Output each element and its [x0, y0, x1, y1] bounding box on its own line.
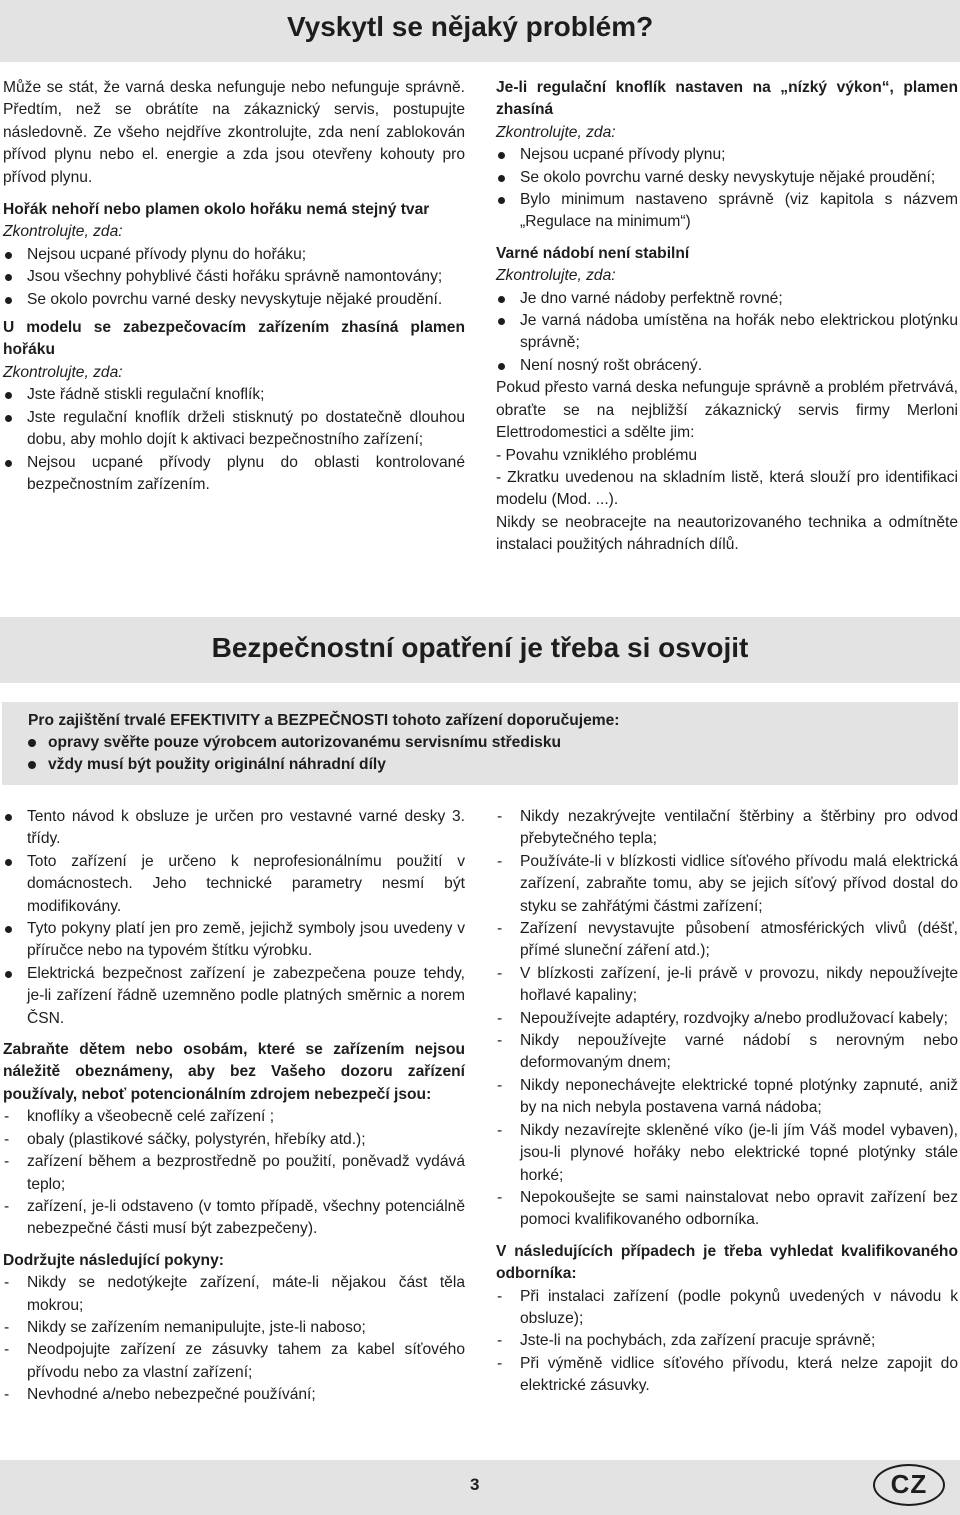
warnings-list [496, 806, 958, 1232]
list-item: - Nikdy nezavírejte skleněné víko (je-li jím Váš model vybaven), jsou-li plynové hořáky nebo elektrické topné plotýnky stále horké; [496, 1120, 958, 1187]
section-title: Je-li regulační knoflík nastaven na „nízký výkon“, plamen zhasíná [496, 79, 958, 119]
list-item: - zařízení během a bezprostředně po použití, poněvadž vydává teplo; [3, 1151, 465, 1196]
list-item: Tyto pokyny platí jen pro země, jejichž symboly jsou uvedeny v příručce nebo na typovém štítku výrobku. [3, 918, 465, 963]
problem-intro: Může se stát, že varná deska nefunguje nebo nefunguje správně. Předtím, než se obrátíte na zákaznický servis, postupujte následovně. Ze všeho nejdříve zkontrolujte, zda není zablokován přívod plynu nebo el. energie a zda jsou otevřeny kohouty pro přívod plynu. [3, 79, 465, 186]
list-item: opravy svěřte pouze výrobcem autorizovanému servisnímu středisku [28, 732, 958, 754]
list-item: Se okolo povrchu varné desky nevyskytuje nějaké proudění; [496, 167, 958, 189]
list-item: - knoflíky a všeobecně celé zařízení ; [3, 1106, 465, 1128]
page-number: 3 [470, 1475, 480, 1494]
list-item: - Nikdy nepoužívejte varné nádobí s nerovným nebo deformovaným dnem; [496, 1030, 958, 1075]
check-label: Zkontrolujte, zda: [3, 363, 123, 381]
recommendation-title: Pro zajištění trvalé EFEKTIVITY a BEZPEČNOSTI tohoto zařízení doporučujeme: [28, 712, 620, 729]
service-item: - Zkratku uvedenou na skladním listě, která slouží pro identifikaci modelu (Mod. ...). [496, 468, 958, 509]
recommendation-box [2, 702, 958, 785]
list-item: - Nepoužívejte adaptéry, rozdvojky a/nebo prodlužovací kabely; [496, 1008, 958, 1030]
safety-left-column [3, 806, 465, 1407]
list-item: - Nikdy neponechávejte elektrické topné plotýnky zapnuté, aniž by na nich nebyla postavena varná nádoba; [496, 1075, 958, 1120]
section-title: Varné nádobí není stabilní [496, 244, 690, 262]
footer-band [0, 1460, 960, 1515]
list-item: - Používáte-li v blízkosti vidlice síťového přívodu malá elektrická zařízení, zabraňte tomu, aby se jejich síťový přívod dostal do styku se zahřátými částmi zařízení; [496, 851, 958, 918]
check-list [496, 288, 958, 378]
check-label: Zkontrolujte, zda: [3, 223, 123, 241]
safety-band [0, 617, 960, 683]
list-item: Nejsou ucpané přívody plynu; [496, 144, 958, 166]
list-item: Elektrická bezpečnost zařízení je zabezpečena pouze tehdy, je-li zařízení řádně uzemněno podle platných směrnic a norem ČSN. [3, 963, 465, 1030]
list-item: Nejsou ucpané přívody plynu do oblasti kontrolované bezpečnostním zařízením. [3, 452, 465, 497]
list-item: Jsou všechny pohyblivé části hořáku správně namontovány; [3, 266, 465, 288]
list-item: Není nosný rošt obrácený. [496, 355, 958, 377]
list-item: Toto zařízení je určeno k neprofesionálnímu použití v domácnostech. Jeho technické parametry nesmí být modifikovány. [3, 851, 465, 918]
recommendation-list [28, 732, 958, 776]
list-item: vždy musí být použity originální náhradní díly [28, 754, 958, 776]
service-item: - Povahu vzniklého problému [496, 446, 698, 464]
list-item: - Nikdy se zařízením nemanipulujte, jste-li naboso; [3, 1317, 465, 1339]
list-item: Je dno varné nádoby perfektně rovné; [496, 288, 958, 310]
list-item: - obaly (plastikové sáčky, polystyrén, hřebíky atd.); [3, 1129, 465, 1151]
list-item: - Při instalaci zařízení (podle pokynů uvedených v návodu k obsluze); [496, 1286, 958, 1331]
list-item: Se okolo povrchu varné desky nevyskytuje nějaké proudění. [3, 289, 465, 311]
page-title: Vyskytl se nějaký problém? [287, 11, 654, 42]
list-item: Jste řádně stiskli regulační knoflík; [3, 384, 465, 406]
service-warning: Nikdy se neobracejte na neautorizovaného technika a odmítněte instalaci použitých náhradních dílů. [496, 513, 958, 554]
section-title: U modelu se zabezpečovacím zařízením zhasíná plamen hořáku [3, 319, 465, 359]
list-item: - Jste-li na pochybách, zda zařízení pracuje správně; [496, 1330, 958, 1352]
safety-right-column [496, 806, 958, 1398]
list-item: Je varná nádoba umístěna na hořák nebo elektrickou plotýnku správně; [496, 310, 958, 355]
service-text: Pokud přesto varná deska nefunguje správně a problém přetrvává, obraťte se na nejbližší zákaznický servis firmy Merloni Elettrodomestici a sdělte jim: [496, 379, 958, 442]
problem-left-column [3, 77, 465, 496]
list-item: Tento návod k obsluze je určen pro vestavné varné desky 3. třídy. [3, 806, 465, 851]
instructions-list [3, 1272, 465, 1406]
expert-list [496, 1286, 958, 1398]
expert-title: V následujících případech je třeba vyhledat kvalifikovaného odborníka: [496, 1242, 958, 1283]
check-label: Zkontrolujte, zda: [496, 267, 616, 285]
problem-right-column [496, 77, 958, 557]
safety-title: Bezpečnostní opatření je třeba si osvojit [211, 632, 749, 663]
list-item: - Neodpojujte zařízení ze zásuvky tahem za kabel síťového přívodu nebo za vlastní zařízení; [3, 1339, 465, 1384]
check-list [3, 384, 465, 496]
list-item: - Nevhodné a/nebo nebezpečné používání; [3, 1384, 465, 1406]
header-band [0, 0, 960, 62]
list-item: - zařízení, je-li odstaveno (v tomto případě, všechny potenciálně nebezpečné části musí být zabezpečeny). [3, 1196, 465, 1241]
hazard-list [3, 1106, 465, 1240]
country-badge: CZ [873, 1464, 945, 1506]
section-title: Hořák nehoří nebo plamen okolo hořáku nemá stejný tvar [3, 201, 430, 219]
list-item: - Nepokoušejte se sami nainstalovat nebo opravit zařízení bez pomoci kvalifikovaného odborníka. [496, 1187, 958, 1232]
list-item: - Nikdy se nedotýkejte zařízení, máte-li nějakou část těla mokrou; [3, 1272, 465, 1317]
check-list [3, 244, 465, 311]
list-item: Bylo minimum nastaveno správně (viz kapitola s názvem „Regulace na minimum“) [496, 189, 958, 234]
info-list [3, 806, 465, 1030]
list-item: Nejsou ucpané přívody plynu do hořáku; [3, 244, 465, 266]
list-item: - V blízkosti zařízení, je-li právě v provozu, nikdy nepoužívejte hořlavé kapaliny; [496, 963, 958, 1008]
children-warning-title: Zabraňte dětem nebo osobám, které se zařízením nejsou náležitě obeznámeny, aby bez Vašeho dozoru zařízení používaly, neboť potencionálním zdrojem nebezpečí jsou: [3, 1041, 465, 1103]
list-item: Jste regulační knoflík drželi stisknutý po dostatečně dlouhou dobu, aby mohlo dojít k aktivaci bezpečnostního zařízení; [3, 407, 465, 452]
check-list [496, 144, 958, 234]
instructions-title: Dodržujte následující pokyny: [3, 1251, 224, 1269]
list-item: - Zařízení nevystavujte působení atmosférických vlivů (déšť, přímé sluneční záření atd.); [496, 918, 958, 963]
list-item: - Při výměně vidlice síťového přívodu, která nelze zapojit do elektrické zásuvky. [496, 1353, 958, 1398]
check-label: Zkontrolujte, zda: [496, 123, 616, 141]
list-item: - Nikdy nezakrývejte ventilační štěrbiny a štěrbiny pro odvod přebytečného tepla; [496, 806, 958, 851]
